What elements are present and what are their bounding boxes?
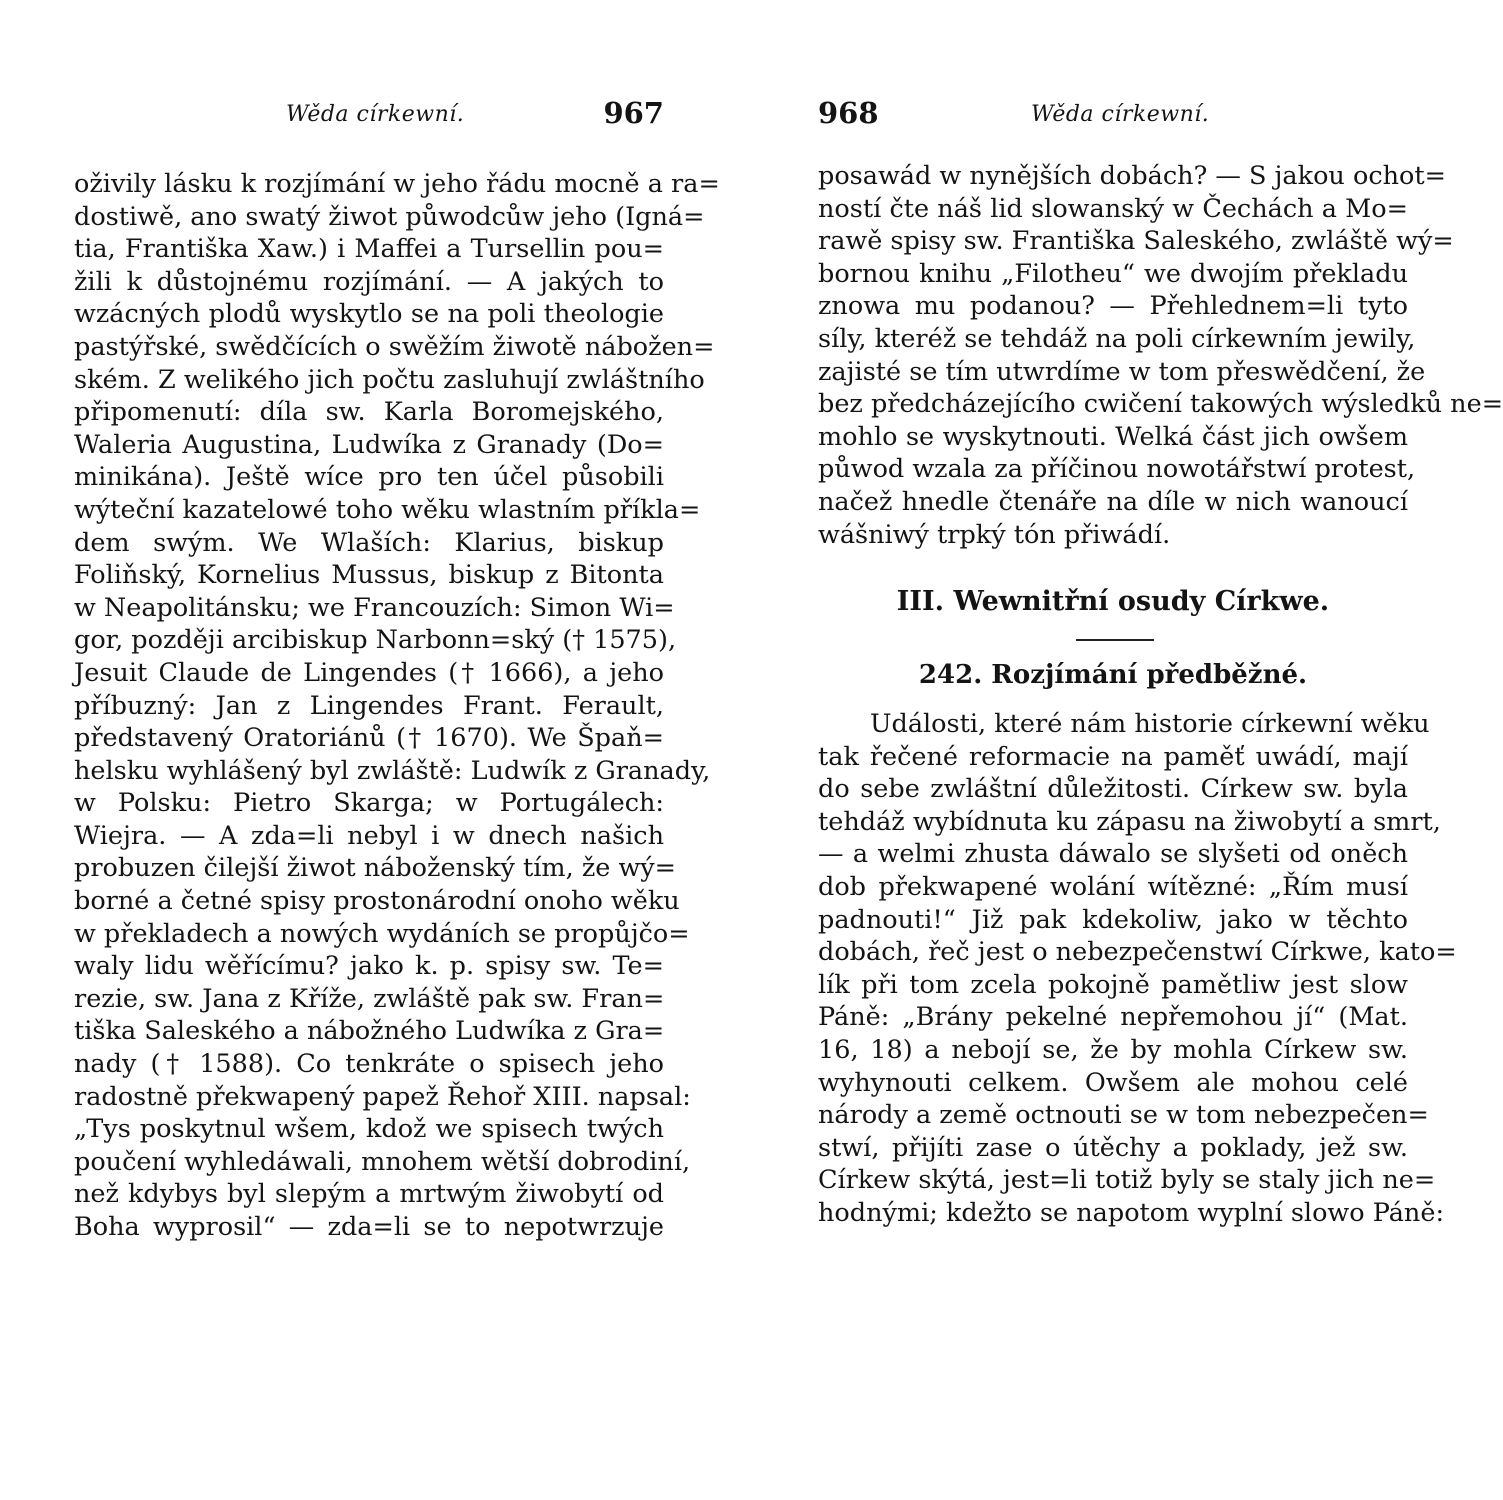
text-line: wýteční kazatelowé toho wěku wlastním příkla= [74, 494, 701, 525]
text-line: poučení wyhledáwali, mnohem wětší dobrodiní, [74, 1146, 691, 1177]
text-line: posawád w nynějších dobách? — S jakou ochot= [818, 161, 1446, 191]
left-body-text [74, 168, 720, 1244]
right-body-text-bottom [818, 708, 1457, 1230]
text-line: příbuzný: Jan z Lingendes Frant. Ferault, [74, 690, 664, 721]
text-line: w Neapolitánsku; we Francouzích: Simon Wi= [74, 592, 675, 623]
text-line: do sebe zwláštní důležitosti. Církew sw. byla [818, 774, 1408, 805]
text-line: gor, později arcibiskup Narbonn=ský († 1575), [74, 625, 677, 656]
text-line: pastýřské, swědčících o swěžím žiwotě nábožen= [74, 331, 715, 362]
text-line: půwod wzala za příčinou nowotářstwí protest, [818, 454, 1416, 485]
text-line: dobách, řeč jest o nebezpečenstwí Církwe, kato= [818, 937, 1457, 968]
text-line: wášniwý trpký tón přiwádí. [818, 519, 1171, 550]
text-line: národy a země octnouti se w tom nebezpečen= [818, 1100, 1429, 1131]
text-line: načež hnedle čtenáře na díle w nich wanoucí [818, 486, 1408, 517]
text-line: znowa mu podanou? — Přehlednem=li tyto [818, 291, 1408, 322]
text-line: w překladech a nowých wydáních se propůjčo= [74, 918, 690, 949]
left-page-number: 967 [603, 96, 664, 130]
text-line: dem swým. We Wlaších: Klarius, biskup [74, 527, 664, 558]
text-line: bornou knihu „Filotheu“ we dwojím překladu [818, 258, 1408, 289]
text-line: Církew skýtá, jest=li totiž byly se staly jich ne= [818, 1165, 1436, 1196]
heading-rule [1076, 639, 1154, 641]
text-line: stwí, přijíti zase o útěchy a poklady, jež sw. [818, 1132, 1408, 1163]
text-line: tak řečené reformacie na paměť uwádí, mají [818, 741, 1408, 772]
left-running-head [74, 96, 664, 136]
text-line: borné a četné spisy prostonárodní onoho wěku [74, 886, 680, 917]
text-line: rawě spisy sw. Františka Saleského, zwláště wý= [818, 226, 1454, 257]
text-line: nady († 1588). Co tenkráte o spisech jeho [74, 1049, 664, 1080]
text-line: ností čte náš lid slowanský w Čechách a Mo= [818, 193, 1408, 224]
text-line: tiška Saleského a nábožného Ludwíka z Gra= [74, 1016, 665, 1047]
right-body-text-top [818, 160, 1503, 551]
text-line: 16, 18) a nebojí se, že by mohla Církew sw. [818, 1034, 1408, 1065]
text-line: bez předcházejícího cwičení takowých wýsledků ne= [818, 389, 1503, 420]
text-line: síly, kteréž se tehdáž na poli církewním jewily, [818, 323, 1416, 354]
text-line: představený Oratoriánů († 1670). We Špaň= [74, 723, 664, 754]
text-line: tia, Františka Xaw.) i Maffei a Tursellin pou= [74, 234, 664, 265]
text-line: Boha wyprosil“ — zda=li se to nepotwrzuje [74, 1212, 664, 1242]
text-line: lík při tom zcela pokojně pamětliw jest slow [818, 969, 1408, 1000]
text-line: mohlo se wyskytnouti. Welká část jich owšem [818, 421, 1408, 452]
left-running-title: Wěda církewní. [286, 102, 465, 127]
text-line: Páně: „Brány pekelné nepřemohou jí“ (Mat. [818, 1002, 1408, 1033]
text-line: hodnými; kdežto se napotom wyplní slowo Páně: [818, 1197, 1445, 1228]
text-line: wyhynouti celkem. Owšem ale mohou celé [818, 1067, 1408, 1098]
text-line: Foliňský, Kornelius Mussus, biskup z Bitonta [74, 560, 664, 591]
text-line: padnouti!“ Již pak kdekoliw, jako w těchto [818, 904, 1408, 935]
subsection-heading: 242. Rozjímání předběžné. [918, 660, 1308, 690]
text-line: Wiejra. — A zda=li nebyl i w dnech našich [74, 820, 664, 851]
text-line: rezie, sw. Jana z Kříže, zwláště pak sw. Fran= [74, 983, 665, 1014]
text-line: ském. Z welikého jich počtu zasluhují zwláštního [74, 364, 705, 395]
text-line: w Polsku: Pietro Skarga; w Portugálech: [74, 788, 664, 819]
text-line: radostně překwapený papež Řehoř XIII. napsal: [74, 1081, 691, 1112]
text-line: připomenutí: díla sw. Karla Boromejského, [74, 397, 664, 428]
text-line: oživily lásku k rozjímání w jeho řádu mocně a ra= [74, 169, 720, 199]
text-line: — a welmi zhusta dáwalo se slyšeti od oněch [818, 839, 1408, 870]
right-page-number: 968 [818, 96, 879, 130]
text-line: minikána). Ještě wíce pro ten účel působili [74, 462, 664, 493]
right-running-title: Wěda církewní. [1031, 102, 1210, 127]
text-line: žili k důstojnému rozjímání. — A jakých to [74, 266, 664, 297]
text-line: helsku wyhlášený byl zwláště: Ludwík z Granady, [74, 755, 711, 786]
section-heading: III. Wewnitřní osudy Církwe. [896, 586, 1330, 617]
text-line: waly lidu wěřícímu? jako k. p. spisy sw. Te= [74, 951, 664, 982]
text-line: tehdáž wybídnuta ku zápasu na žiwobytí a smrt, [818, 806, 1441, 837]
text-line: dostiwě, ano swatý žiwot půwodcůw jeho (Igná= [74, 201, 705, 232]
text-line: než kdybys byl slepým a mrtwým žiwobytí od [74, 1179, 664, 1210]
text-line: wzácných plodů wyskytlo se na poli theologie [74, 299, 664, 330]
text-line: Události, které nám historie církewní wěku [870, 709, 1430, 739]
text-line: probuzen čilejší žiwot náboženský tím, že wý= [74, 853, 677, 884]
text-line: zajisté se tím utwrdíme w tom přeswědčení, že [818, 356, 1426, 387]
text-line: „Tys poskytnul wšem, kdož we spisech twých [74, 1114, 664, 1145]
text-line: dob překwapené wolání wítězné: „Řím musí [818, 871, 1408, 902]
text-line: Jesuit Claude de Lingendes († 1666), a jeho [74, 657, 664, 688]
right-running-head [818, 96, 1408, 136]
text-line: Waleria Augustina, Ludwíka z Granady (Do= [74, 429, 664, 460]
